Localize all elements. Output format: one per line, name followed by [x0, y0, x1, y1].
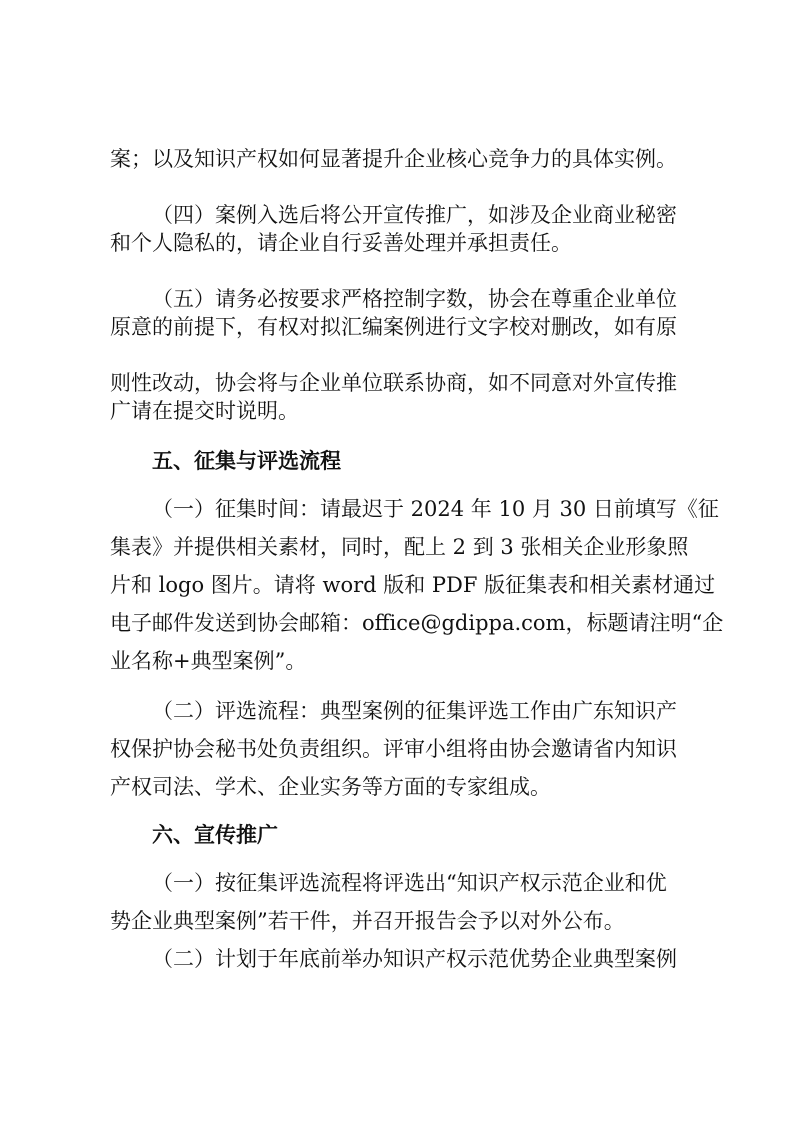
paragraph-line: 势企业典型案例”若干件，并召开报告会予以对外公布。: [110, 909, 625, 933]
paragraph-line: 权保护协会秘书处负责组织。评审小组将由协会邀请省内知识: [110, 737, 677, 761]
paragraph-line: （二）计划于年底前举办知识产权示范优势企业典型案例: [152, 947, 677, 971]
paragraph-line: 片和 logo 图片。请将 word 版和 PDF 版征集表和相关素材通过: [110, 573, 716, 597]
paragraph-line: 业名称+典型案例”。: [110, 649, 307, 673]
paragraph-line: （二）评选流程：典型案例的征集评选工作由广东知识产: [152, 699, 677, 723]
paragraph-line: 和个人隐私的，请企业自行妥善处理并承担责任。: [110, 231, 572, 255]
paragraph-line: （四）案例入选后将公开宣传推广，如涉及企业商业秘密: [152, 203, 677, 227]
paragraph-line: （一）按征集评选流程将评选出“知识产权示范企业和优: [152, 871, 667, 895]
paragraph-line: 则性改动，协会将与企业单位联系协商，如不同意对外宣传推: [110, 371, 677, 395]
paragraph-line: （一）征集时间：请最迟于 2024 年 10 月 30 日前填写《征: [152, 497, 719, 521]
paragraph-line: 集表》并提供相关素材，同时，配上 2 到 3 张相关企业形象照: [110, 535, 689, 559]
paragraph-line: 原意的前提下，有权对拟汇编案例进行文字校对删改，如有原: [110, 315, 677, 339]
paragraph-line: 案；以及知识产权如何显著提升企业核心竞争力的具体实例。: [110, 147, 677, 171]
paragraph-line: （五）请务必按要求严格控制字数，协会在尊重企业单位: [152, 287, 677, 311]
paragraph-line: 广请在提交时说明。: [110, 399, 299, 423]
section-heading: 六、宣传推广: [152, 823, 278, 847]
paragraph-line: 产权司法、学术、企业实务等方面的专家组成。: [110, 775, 551, 799]
section-heading: 五、征集与评选流程: [152, 449, 341, 473]
paragraph-line: 电子邮件发送到协会邮箱：office@gdippa.com，标题请注明“企: [110, 611, 724, 635]
